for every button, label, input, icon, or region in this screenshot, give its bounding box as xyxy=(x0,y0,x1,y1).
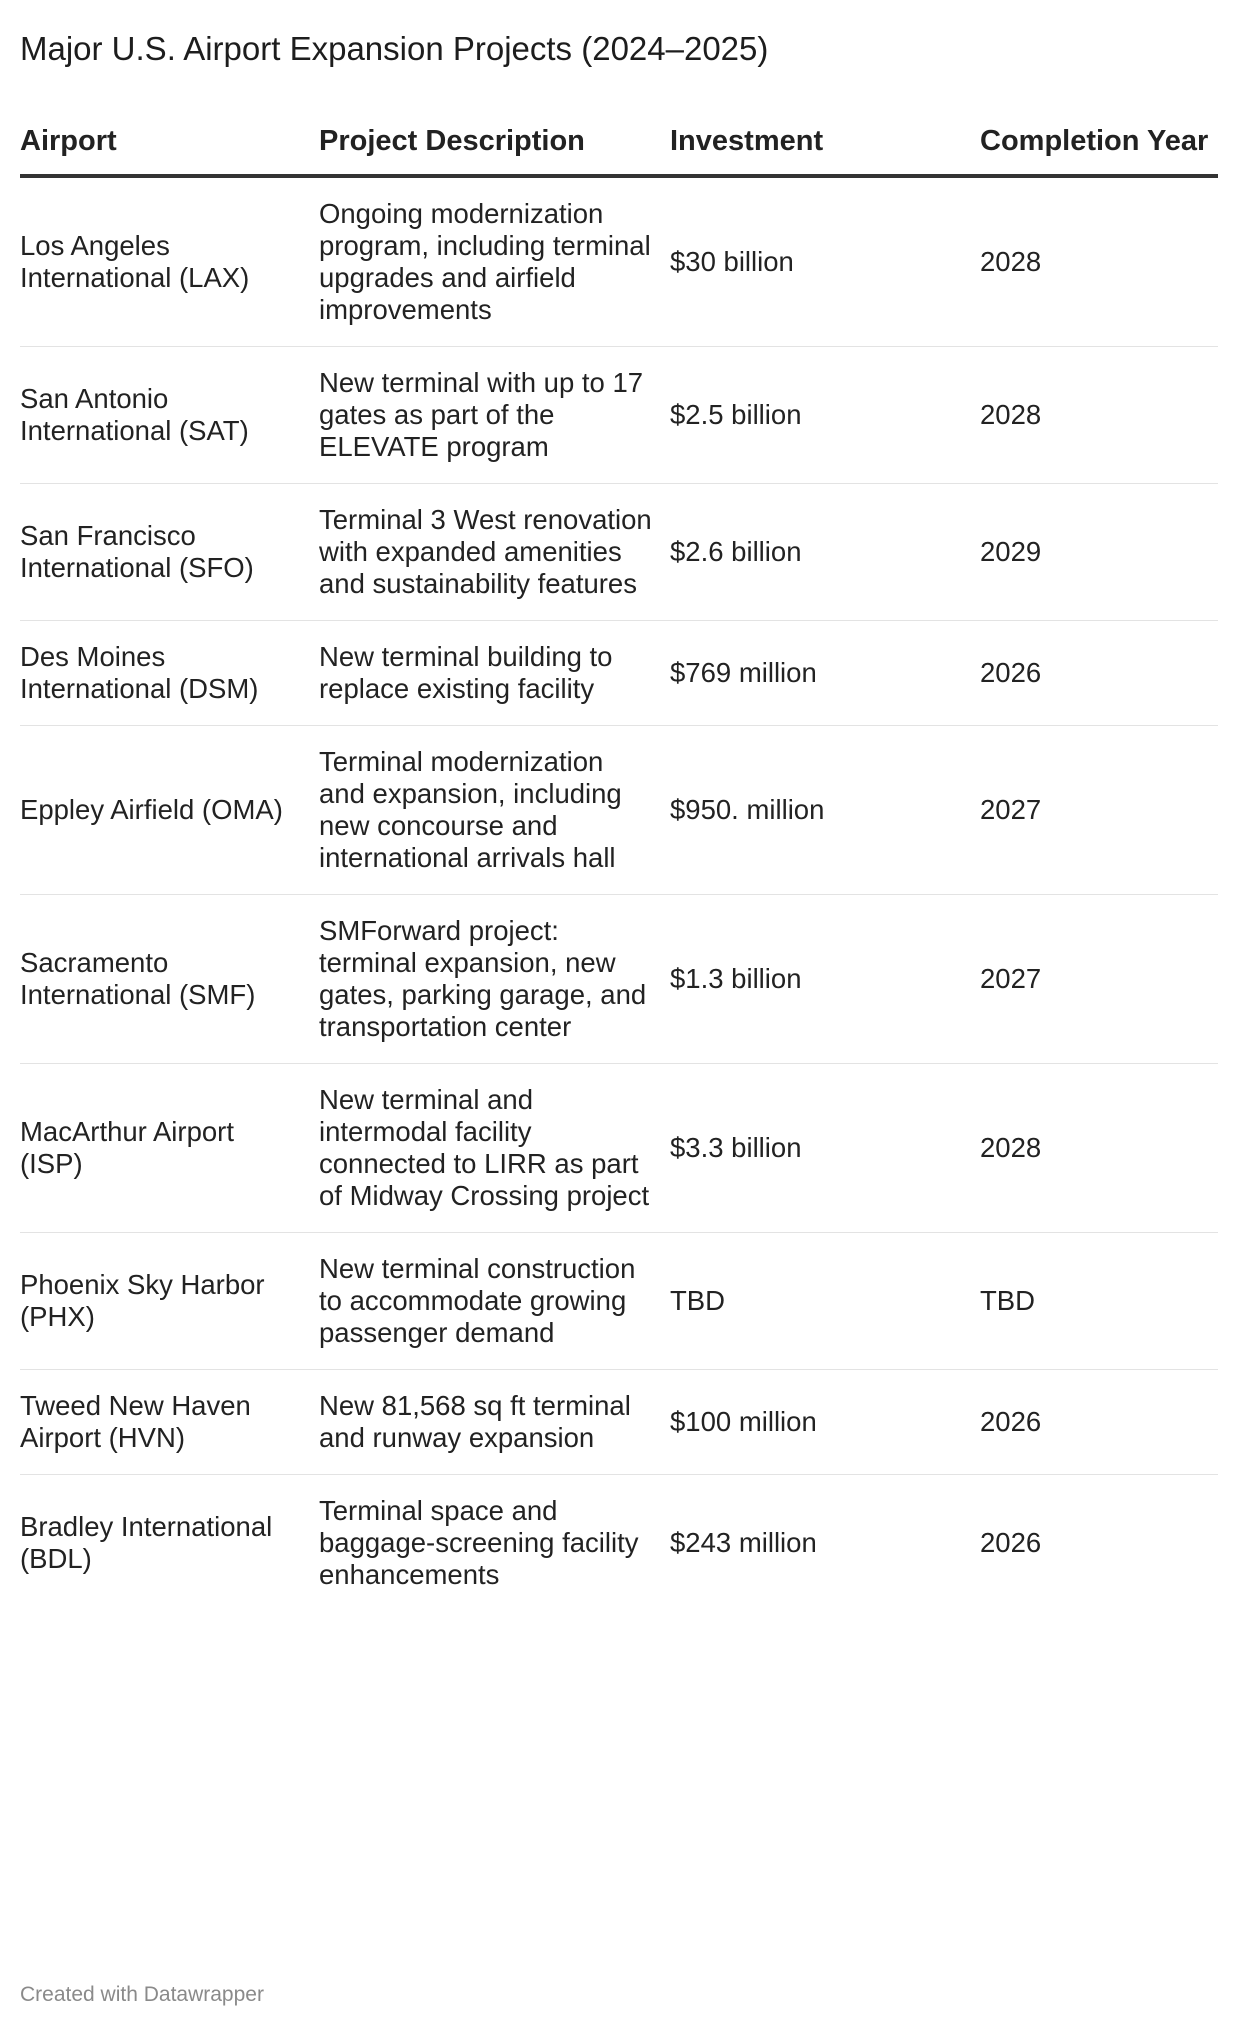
cell-completion-year: 2029 xyxy=(980,484,1218,621)
cell-completion-year: 2028 xyxy=(980,176,1218,347)
cell-investment: $2.5 billion xyxy=(670,347,980,484)
cell-investment: $30 billion xyxy=(670,176,980,347)
cell-investment: $100 million xyxy=(670,1370,980,1475)
cell-description: New 81,568 sq ft terminal and runway expansion xyxy=(319,1370,670,1475)
cell-description: Terminal 3 West renovation with expanded amenities and sustainability features xyxy=(319,484,670,621)
cell-airport: San Antonio International (SAT) xyxy=(20,347,319,484)
table-row xyxy=(20,621,1218,726)
cell-investment: $769 million xyxy=(670,621,980,726)
cell-investment: $243 million xyxy=(670,1527,817,1558)
cell-completion-year: 2028 xyxy=(980,1064,1218,1233)
cell-completion-year: 2027 xyxy=(980,726,1218,895)
cell-airport: Phoenix Sky Harbor (PHX) xyxy=(20,1233,319,1370)
cell-completion-year: TBD xyxy=(980,1233,1218,1370)
table-row xyxy=(20,176,1218,347)
cell-airport: San Francisco International (SFO) xyxy=(20,484,319,621)
cell-airport: Tweed New Haven Airport (HVN) xyxy=(20,1370,319,1475)
datawrapper-credit: Created with Datawrapper xyxy=(20,1983,264,2006)
cell-investment: $3.3 billion xyxy=(670,1064,980,1233)
cell-description: New terminal with up to 17 gates as part of the ELEVATE program xyxy=(319,347,670,484)
table-row xyxy=(20,726,1218,895)
cell-description: Terminal modernization and expansion, including new concourse and international arrivals hall xyxy=(319,726,670,895)
cell-airport: Sacramento International (SMF) xyxy=(20,895,319,1064)
cell-airport: Bradley International (BDL) xyxy=(20,1511,273,1574)
table-row xyxy=(20,1064,1218,1233)
table-row xyxy=(20,1370,1218,1475)
table-row xyxy=(20,1233,1218,1370)
header-investment: Investment xyxy=(670,110,980,176)
cell-airport: Eppley Airfield (OMA) xyxy=(20,726,319,895)
cell-description: New terminal construction to accommodate growing passenger demand xyxy=(319,1233,670,1370)
cell-airport: Des Moines International (DSM) xyxy=(20,621,319,726)
cell-completion-year: 2027 xyxy=(980,895,1218,1064)
projects-table xyxy=(20,110,1218,1611)
header-airport: Airport xyxy=(20,110,319,176)
table-body xyxy=(20,176,1218,1611)
cell-description: Terminal space and baggage-screening facility enhancements xyxy=(319,1495,639,1590)
cell-description: New terminal and intermodal facility connected to LIRR as part of Midway Crossing project xyxy=(319,1064,670,1233)
table-row xyxy=(20,895,1218,1064)
cell-completion-year: 2026 xyxy=(980,1527,1042,1558)
header-completion-year: Completion Year xyxy=(980,110,1218,176)
table-header-row xyxy=(20,110,1218,176)
cell-investment: $1.3 billion xyxy=(670,895,980,1064)
cell-completion-year: 2026 xyxy=(980,1370,1218,1475)
header-description: Project Description xyxy=(319,110,670,176)
cell-description: New terminal building to replace existing facility xyxy=(319,621,670,726)
cell-completion-year: 2028 xyxy=(980,347,1218,484)
cell-investment: $2.6 billion xyxy=(670,484,980,621)
cell-investment: $950. million xyxy=(670,726,980,895)
cell-description: SMForward project: terminal expansion, new gates, parking garage, and transportation center xyxy=(319,895,670,1064)
table-row xyxy=(20,347,1218,484)
cell-completion-year: 2026 xyxy=(980,621,1218,726)
cell-description: Ongoing modernization program, including terminal upgrades and airfield improvements xyxy=(319,176,670,347)
page-title: Major U.S. Airport Expansion Projects (2024–2025) xyxy=(20,30,769,67)
cell-investment: TBD xyxy=(670,1233,980,1370)
cell-airport: Los Angeles International (LAX) xyxy=(20,176,319,347)
table-row xyxy=(20,484,1218,621)
cell-airport: MacArthur Airport (ISP) xyxy=(20,1064,319,1233)
table-row xyxy=(20,1475,1218,1612)
